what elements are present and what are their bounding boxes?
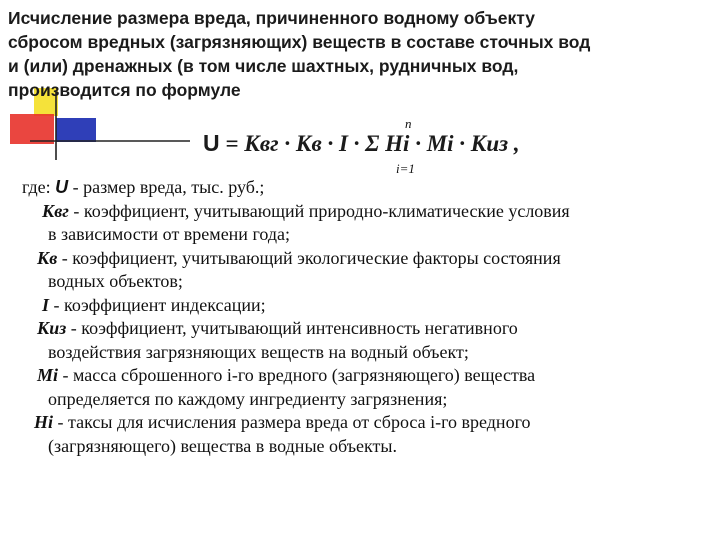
symbol-kvg: Квг	[42, 200, 69, 221]
symbol-kiz: Киз	[37, 318, 67, 338]
definition-text: - таксы для исчисления размера вреда от сброса i-го вредного	[57, 412, 531, 432]
definition-mi	[22, 364, 717, 388]
deco-blue-square	[56, 118, 96, 142]
definition-continuation: (загрязняющего) вещества в водные объекты.	[48, 435, 397, 456]
definition-kvg	[22, 200, 717, 224]
definition-kiz	[22, 317, 717, 341]
definition-text: - коэффициент, учитывающий экологические факторы состояния	[61, 247, 561, 268]
sum-lower-limit: i=1	[396, 161, 415, 176]
title-line: производится по формуле	[8, 80, 241, 100]
formula-rhs: = Квг · Кв · I · Σ Hi · Mi · Киз ,	[225, 131, 520, 156]
definition-continuation: воздействия загрязняющих веществ на водный объект;	[48, 341, 469, 362]
definition-u	[22, 176, 717, 200]
where-label: где:	[22, 177, 51, 197]
definition-continuation: в зависимости от времени года;	[48, 224, 291, 244]
deco-red-square	[10, 114, 54, 144]
definition-kv	[22, 247, 717, 271]
definition-text: - масса сброшенного i-го вредного (загрязняющего) вещества	[62, 365, 536, 385]
definition-continuation: определяется по каждому ингредиенту загрязнения;	[48, 388, 448, 409]
definition-i	[22, 294, 717, 318]
definition-text: - размер вреда, тыс. руб.;	[72, 177, 265, 197]
definition-hi	[22, 411, 717, 435]
title-line: и (или) дренажных (в том числе шахтных, рудничных вод,	[8, 56, 519, 76]
definition-continuation: водных объектов;	[48, 271, 183, 291]
definition-text: - коэффициент, учитывающий природно-климатические условия	[73, 200, 570, 221]
symbol-u: U	[55, 177, 69, 197]
title-line: Исчисление размера вреда, причиненного водному объекту	[8, 8, 536, 28]
title-line: сбросом вредных (загрязняющих) веществ в составе сточных вод	[8, 32, 591, 52]
definition-text: - коэффициент индексации;	[53, 294, 266, 315]
symbol-mi: Mi	[37, 365, 59, 385]
symbol-i: I	[42, 294, 50, 315]
definition-text: - коэффициент, учитывающий интенсивность негативного	[70, 318, 518, 338]
formula-lhs: U	[203, 130, 220, 156]
symbol-kv: Кв	[37, 247, 58, 268]
slide-title	[8, 6, 713, 102]
symbol-hi: Hi	[34, 412, 54, 432]
definitions-list	[22, 176, 717, 458]
sum-upper-limit: n	[405, 116, 412, 131]
damage-formula	[203, 130, 520, 157]
